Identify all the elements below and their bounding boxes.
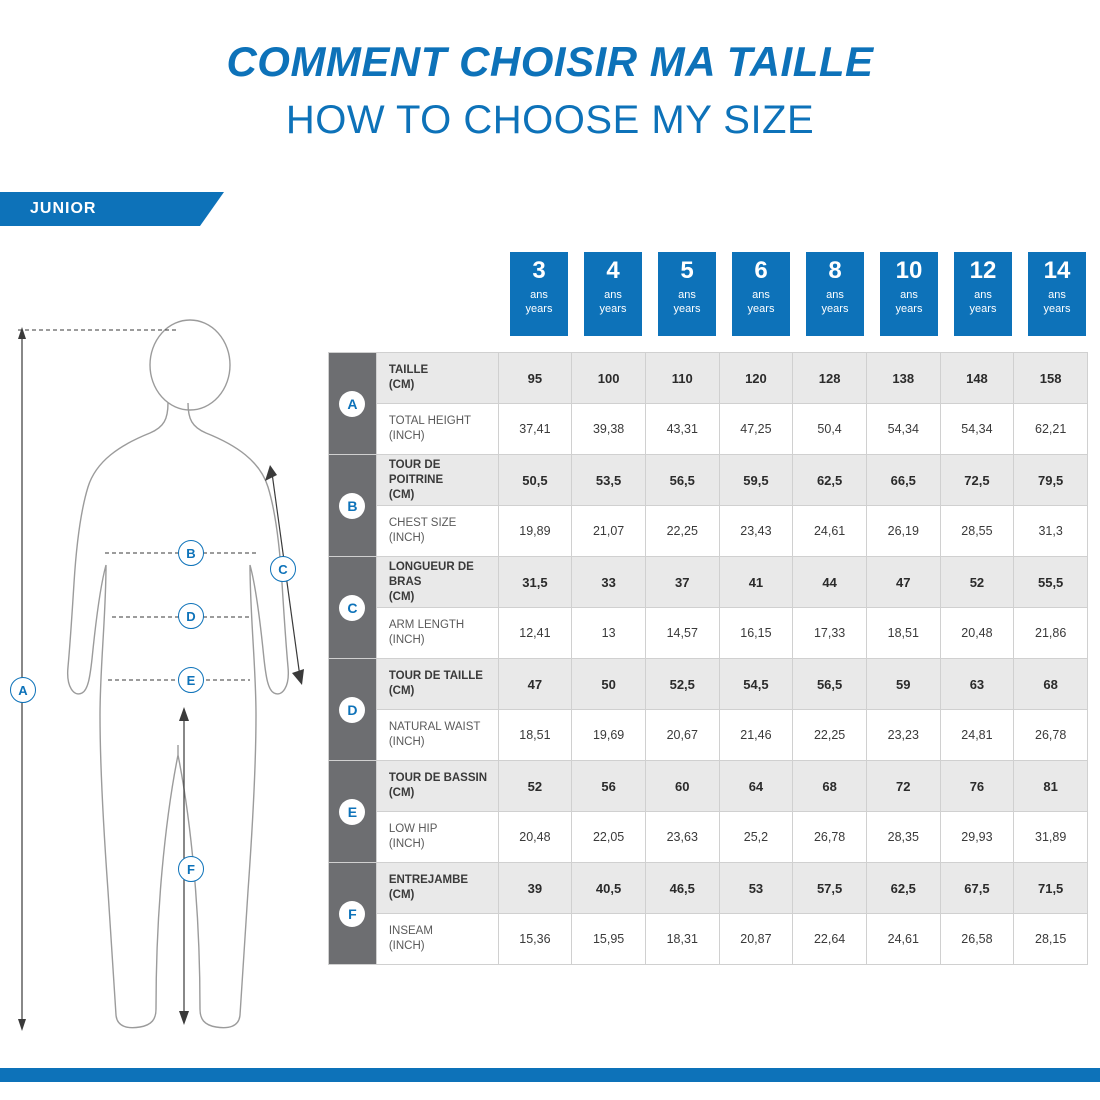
cell-value: 24,61 [793,506,867,557]
cell-value: 56,5 [645,455,719,506]
size-chip-ans: ans [678,289,696,301]
cell-value: 76 [940,761,1014,812]
cell-value: 28,15 [1014,914,1088,965]
figure-badge-a: A [10,677,36,703]
row-label-main: TOUR DE POITRINE [388,458,444,486]
size-chip-number: 8 [828,257,842,284]
row-label [376,557,498,608]
cell-value: 29,93 [940,812,1014,863]
row-label-unit: (INCH) [388,430,425,442]
body-figure [0,315,328,1045]
row-label-main: TAILLE [388,364,429,376]
row-label [376,455,498,506]
cell-value: 24,81 [940,710,1014,761]
cell-value: 79,5 [1014,455,1088,506]
cell-value: 64 [719,761,793,812]
cell-value: 12,41 [498,608,572,659]
row-label-main: TOUR DE TAILLE [388,670,483,682]
row-label-main: ARM LENGTH [388,619,465,631]
cell-value: 21,86 [1014,608,1088,659]
table-row [329,506,1088,557]
cell-value: 22,25 [645,506,719,557]
cell-value: 54,34 [940,404,1014,455]
cell-value: 50 [572,659,646,710]
size-chip [510,252,568,336]
cell-value: 138 [866,353,940,404]
cell-value: 37 [645,557,719,608]
cell-value: 52 [498,761,572,812]
cell-value: 31,3 [1014,506,1088,557]
table-row [329,812,1088,863]
row-label [376,404,498,455]
cell-value: 37,41 [498,404,572,455]
page-title-en: HOW TO CHOOSE MY SIZE [285,98,815,142]
cell-value: 55,5 [1014,557,1088,608]
size-chip-years: years [525,303,553,315]
cell-value: 16,15 [719,608,793,659]
size-chip-number: 10 [895,257,923,284]
row-label-unit: (CM) [388,488,415,501]
cell-value: 40,5 [572,863,646,914]
cell-value: 26,78 [1014,710,1088,761]
cell-value: 19,89 [498,506,572,557]
cell-value: 43,31 [645,404,719,455]
row-letter-b [329,455,377,557]
page-title-fr: COMMENT CHOISIR MA TAILLE [226,38,874,85]
cell-value: 63 [940,659,1014,710]
cell-value: 22,64 [793,914,867,965]
size-header-row [510,252,1086,336]
row-label-main: CHEST SIZE [388,517,457,529]
row-label-main: INSEAM [388,925,433,937]
cell-value: 22,25 [793,710,867,761]
cell-value: 39,38 [572,404,646,455]
row-label [376,812,498,863]
cell-value: 23,63 [645,812,719,863]
row-letter-d [329,659,377,761]
row-label [376,506,498,557]
table-row [329,710,1088,761]
size-chip-years: years [821,303,849,315]
cell-value: 47,25 [719,404,793,455]
cell-value: 18,51 [498,710,572,761]
cell-value: 100 [572,353,646,404]
cell-value: 20,67 [645,710,719,761]
cell-value: 72 [866,761,940,812]
cell-value: 62,5 [866,863,940,914]
cell-value: 20,48 [940,608,1014,659]
letter-badge: A [339,391,365,417]
cell-value: 62,21 [1014,404,1088,455]
cell-value: 50,5 [498,455,572,506]
row-letter-f [329,863,377,965]
row-label-main: LOW HIP [388,823,438,835]
row-label [376,914,498,965]
cell-value: 25,2 [719,812,793,863]
cell-value: 41 [719,557,793,608]
cell-value: 66,5 [866,455,940,506]
cell-value: 68 [1014,659,1088,710]
row-label-unit: (INCH) [388,736,425,748]
row-label-unit: (CM) [388,889,415,901]
cell-value: 28,35 [866,812,940,863]
cell-value: 54,34 [866,404,940,455]
measurements-table [328,352,1088,965]
row-letter-c [329,557,377,659]
cell-value: 18,31 [645,914,719,965]
row-label-main: ENTREJAMBE [388,874,469,886]
size-chip-ans: ans [900,289,918,301]
cell-value: 26,78 [793,812,867,863]
size-chip-number: 14 [1043,257,1071,284]
row-label-unit: (CM) [388,590,415,603]
junior-banner-arrow [200,192,224,226]
size-chip-ans: ans [974,289,992,301]
row-label-unit: (INCH) [388,532,425,544]
table-row [329,455,1088,506]
size-chip-number: 12 [969,257,997,284]
cell-value: 39 [498,863,572,914]
row-label [376,761,498,812]
size-chip-ans: ans [826,289,844,301]
size-chip-years: years [747,303,775,315]
figure-badge-e: E [178,667,204,693]
size-chip-number: 4 [606,257,620,284]
size-chip-number: 3 [532,257,546,284]
cell-value: 20,87 [719,914,793,965]
cell-value: 57,5 [793,863,867,914]
letter-badge: B [339,493,365,519]
table-row [329,557,1088,608]
row-letter-a [329,353,377,455]
cell-value: 52 [940,557,1014,608]
row-label-unit: (INCH) [388,940,425,952]
size-chip-ans: ans [530,289,548,301]
cell-value: 20,48 [498,812,572,863]
figure-badge-c: C [270,556,296,582]
cell-value: 59,5 [719,455,793,506]
cell-value: 44 [793,557,867,608]
table-row [329,659,1088,710]
junior-banner-label: JUNIOR [30,200,97,217]
size-chip-ans: ans [752,289,770,301]
row-label-main: LONGUEUR DE BRAS [388,560,474,588]
letter-badge: C [339,595,365,621]
cell-value: 17,33 [793,608,867,659]
cell-value: 46,5 [645,863,719,914]
silhouette-svg [0,315,328,1045]
cell-value: 18,51 [866,608,940,659]
cell-value: 68 [793,761,867,812]
row-label-main: TOTAL HEIGHT [388,415,472,427]
cell-value: 21,07 [572,506,646,557]
size-chip [954,252,1012,336]
size-chip-years: years [969,303,997,315]
row-label [376,353,498,404]
row-label-main: TOUR DE BASSIN [388,772,488,784]
cell-value: 62,5 [793,455,867,506]
cell-value: 53 [719,863,793,914]
row-label-unit: (CM) [388,685,415,697]
cell-value: 110 [645,353,719,404]
size-chip-years: years [673,303,701,315]
cell-value: 23,23 [866,710,940,761]
table-row [329,914,1088,965]
size-chip [584,252,642,336]
cell-value: 50,4 [793,404,867,455]
row-label-unit: (CM) [388,379,415,391]
row-letter-e [329,761,377,863]
cell-value: 19,69 [572,710,646,761]
figure-badge-b: B [178,540,204,566]
footer-bar [0,1068,1100,1082]
cell-value: 71,5 [1014,863,1088,914]
row-label-unit: (INCH) [388,634,425,646]
row-label-unit: (INCH) [388,838,425,850]
cell-value: 56 [572,761,646,812]
cell-value: 15,36 [498,914,572,965]
row-label-unit: (CM) [388,787,415,799]
letter-badge: E [339,799,365,825]
cell-value: 23,43 [719,506,793,557]
cell-value: 28,55 [940,506,1014,557]
size-chip-years: years [599,303,627,315]
size-chip-number: 6 [754,257,768,284]
cell-value: 72,5 [940,455,1014,506]
table-row [329,353,1088,404]
cell-value: 47 [498,659,572,710]
size-chip [658,252,716,336]
row-label [376,659,498,710]
cell-value: 128 [793,353,867,404]
letter-badge: D [339,697,365,723]
cell-value: 60 [645,761,719,812]
cell-value: 26,19 [866,506,940,557]
size-chip-years: years [1043,303,1071,315]
row-label [376,608,498,659]
cell-value: 53,5 [572,455,646,506]
size-chip-years: years [895,303,923,315]
cell-value: 13 [572,608,646,659]
cell-value: 22,05 [572,812,646,863]
size-chip [732,252,790,336]
cell-value: 31,5 [498,557,572,608]
cell-value: 15,95 [572,914,646,965]
cell-value: 148 [940,353,1014,404]
cell-value: 26,58 [940,914,1014,965]
cell-value: 59 [866,659,940,710]
row-label [376,863,498,914]
table-row [329,608,1088,659]
figure-badge-d: D [178,603,204,629]
letter-badge: F [339,901,365,927]
row-label [376,710,498,761]
cell-value: 120 [719,353,793,404]
size-chip-number: 5 [680,257,694,284]
cell-value: 54,5 [719,659,793,710]
row-label-main: NATURAL WAIST [388,721,481,733]
cell-value: 31,89 [1014,812,1088,863]
size-chip [806,252,864,336]
size-chip-ans: ans [604,289,622,301]
cell-value: 47 [866,557,940,608]
cell-value: 52,5 [645,659,719,710]
cell-value: 33 [572,557,646,608]
size-chip [880,252,938,336]
table-row [329,863,1088,914]
cell-value: 24,61 [866,914,940,965]
cell-value: 81 [1014,761,1088,812]
cell-value: 21,46 [719,710,793,761]
figure-badge-f: F [178,856,204,882]
table-row [329,404,1088,455]
size-chip-ans: ans [1048,289,1066,301]
cell-value: 67,5 [940,863,1014,914]
cell-value: 95 [498,353,572,404]
table-row [329,761,1088,812]
cell-value: 14,57 [645,608,719,659]
size-chip [1028,252,1086,336]
cell-value: 158 [1014,353,1088,404]
cell-value: 56,5 [793,659,867,710]
